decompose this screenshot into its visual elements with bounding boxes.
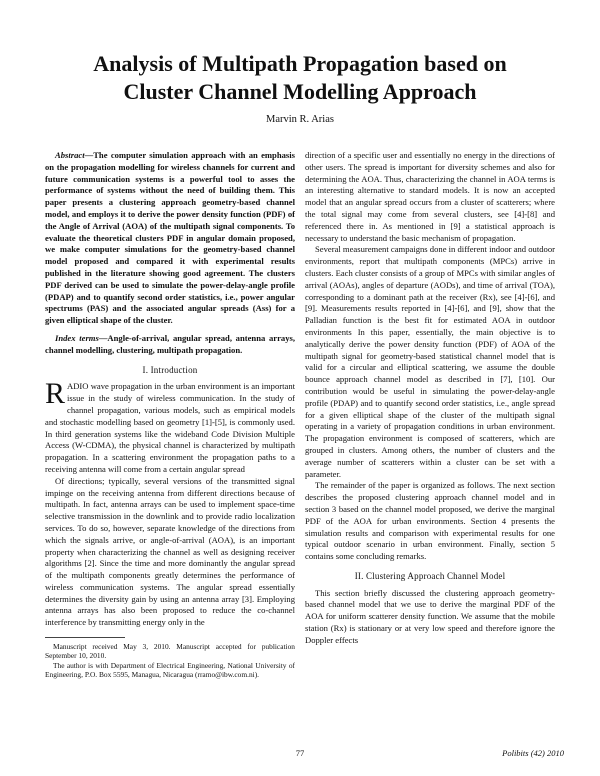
footnote-received: Manuscript received May 3, 2010. Manuscript accepted for publication September 10, 2010.	[45, 642, 295, 661]
index-terms	[45, 333, 295, 357]
right-paragraph-1: direction of a specific user and essentially no energy in the directions of other users. The spread is important for diversity schemes and also for determining the AOA. Thus, characterizing the channel in AOA terms is an interesting alternative to standard models. It is now an accepted model that an angular spread occurs from a cluster of scatterers; where the total signal may come from several clusters, see [4]-[8] and referenced there in. As mentioned in [9] a statistical approach is necessary to understand the basic mechanism of propagation.	[305, 150, 555, 243]
footnote-author: The author is with Department of Electrical Engineering, National University of Engineering, P.O. Box 5595, Managua, Nicaragua (rramo@ibw.com.ni).	[45, 660, 295, 680]
section-1-heading: I. Introduction	[142, 364, 198, 375]
right-column	[305, 150, 555, 647]
intro-paragraph-2: Of directions; typically, several versions of the transmitted signal impinge on the receiving antenna from different directions because of multipath. In fact, antenna arrays can be used to implement space-time selective transmission in the downlink and to provide radio localization services. To do so, however, separate knowledge of the directions from which the signals arrive, or angle-of-arrival (AOA), is an important property when characterizing the channel as well as designing receiver algorithms [2]. Since the time and more dominantly the angular spread of the multipath components greatly determines the performance of wireless communication systems. The angular spread essentially determines the diversity gain by using an antenna array [3]. Employing antenna arrays has also been proposed to reduce the co-channel interference by transmitting energy only in the	[45, 475, 295, 628]
section-2-heading: II. Clustering Approach Channel Model	[354, 570, 506, 581]
intro-paragraph-1-text: ADIO wave propagation in the urban environment is an important issue in the study of wireless communication. In the study of channel propagation, various models, such as empirical models and stochastic modelling based on geometry [1]-[5], is commonly used. In third generation systems like the wideband Code Division Multiple Access (W-CDMA), the physical channel is characterized by multipath propagation. In a scattering environment the propagation paths to a receiving antenna will come from a certain angular spread	[45, 381, 295, 474]
abstract	[45, 150, 295, 327]
journal-footer: Polibits (42) 2010	[502, 748, 564, 758]
abstract-text: The computer simulation approach with an emphasis on the propagation modelling for wireless channels for current and future communication systems is a powerful tool to asses the performance of systems without the need of building them. This paper presents a clustering approach geometry-based channel model, and employs it to derive the power density function (PDF) of the Angle of Arrival (AOA) of the multipath signal components. To evaluate the theoretical clusters PDF in angular domain proposed, we make computer simulations for the geometry-based channel model proposed and compared it with experimental results published in the literature showing good agreement. The clusters PDF derived can be used to simulate the power-delay-angle profile (PDAP) and to quantify second order statistics, i.e., power angular spectrums (PAS) and the associated angular spreads (Ass) for a given elliptical shape of the cluster.	[45, 150, 295, 326]
index-terms-label: Index terms	[55, 332, 99, 343]
paper-title	[40, 50, 560, 106]
title-line-1: Analysis of Multipath Propagation based on	[93, 51, 507, 76]
intro-paragraph-1	[45, 377, 295, 475]
title-line-2: Cluster Channel Modelling Approach	[123, 79, 477, 104]
section-2-paragraph-1: This section briefly discussed the clustering approach geometry-based channel model that we use to derive the marginal PDF of the AOA for uniform scatterer density function. We assume that the mobile station (Rx) is stationary or at very low speed and therefore ignore the Doppler effects	[305, 587, 555, 645]
author-name: Marvin R. Arias	[266, 114, 334, 125]
left-column	[45, 150, 295, 680]
footnote-divider	[45, 637, 125, 638]
right-paragraph-3: The remainder of the paper is organized as follows. The next section describes the proposed clustering approach channel model and in section 3 based on the channel model proposed, we derive the marginal PDF of the AOA for urban environments. Section 4 presents the simulation results and comparison with experimental results for one typical outdoor scenario in urban environment. Finally, section 5 contains some concluding remarks.	[305, 480, 555, 562]
index-terms-text: —Angle-of-arrival, angular spread, antenna arrays, channel modelling, clustering, multipath propagation.	[45, 332, 296, 355]
right-paragraph-2: Several measurement campaigns done in different indoor and outdoor environments, report that multipath components (MPCs) arrive in clusters. Each cluster consists of a group of MPCs with similar angles of arrival (AOAs), angles of departure (AODs), and time of arrival (TOA), corresponding to a dominant path at the receiver (Rx), see [4]-[6], and [9]. Measurements results reported in [4]-[6], and [9], show that the Palladian function is the best fit for estimated AOA in outdoor environments In this paper, essentially, the main objective is to analytically derive the power density function (PDF) of AOA of the multipath signal for geometry-based statistical channel model that is valid for a circular and elliptical scattering, we assume the double bounce approach channel model as described in [7], [10]. Our contribution would be useful in simulating the power-delay-angle profile (PDAP) and to quantify second order statistics, i.e., angle spread for a given elliptical shape of the cluster of the multipath signal operating in a variety of propagation conditions in urban environment. The propagation environment is composed of scatterers, which are grouped in clusters. Among others, the number of clusters and the average number of scatterers within a cluster can be set with a parameter.	[305, 244, 555, 479]
page-number: 77	[295, 748, 305, 758]
footnotes	[45, 642, 295, 680]
drop-cap: R	[45, 377, 66, 411]
abstract-label: Abstract—	[55, 150, 94, 160]
